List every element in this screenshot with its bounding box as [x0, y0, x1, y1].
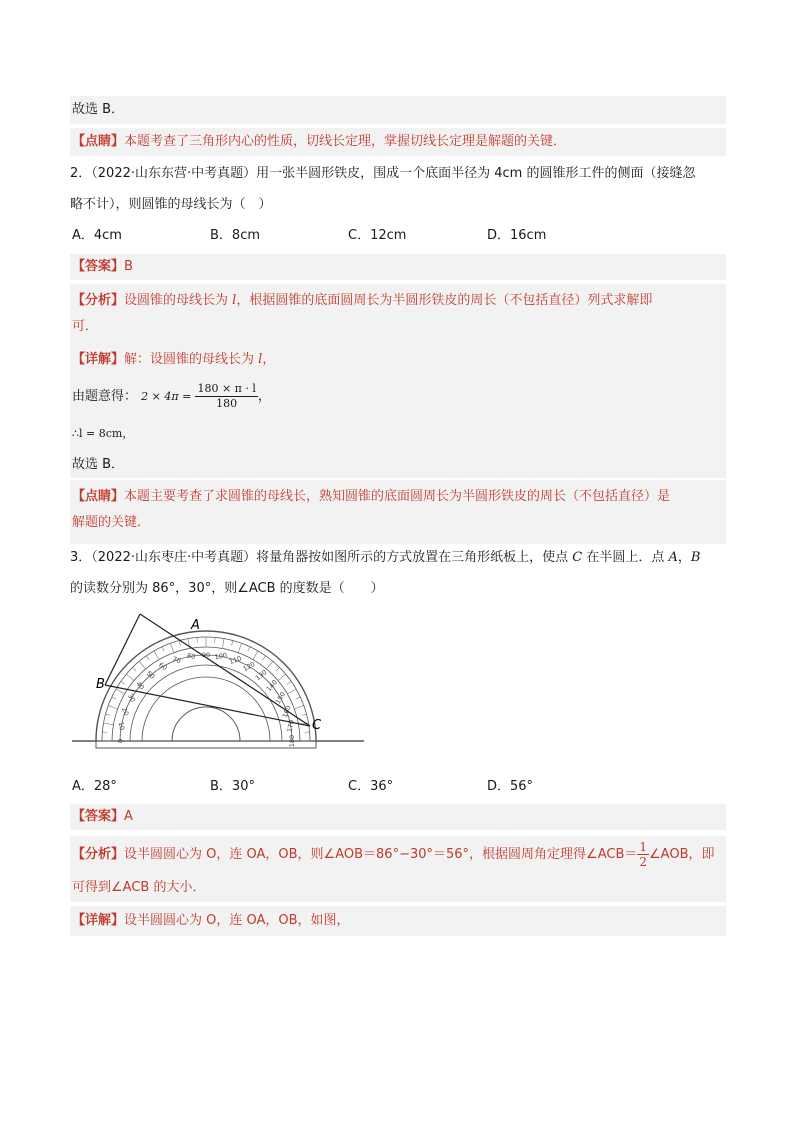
q3-stem-text-b: 在半圆上．点 [582, 550, 669, 565]
protractor-scale-label: 0 [116, 738, 124, 744]
q2-eq-suffix: ， [257, 389, 271, 404]
q2-analysis-var: l [232, 293, 237, 308]
protractor-scale-label: 120 [241, 659, 257, 674]
q2-analysis-tag: 【分析】 [72, 293, 125, 308]
protractor-scale-label: 70 [171, 655, 182, 666]
q3-stem-line1 [70, 548, 724, 568]
protractor-scale-label: 130 [253, 668, 269, 683]
q2-detail-text-b: ， [262, 352, 276, 367]
protractor-tick [302, 714, 307, 715]
q3-answer-tag: 【答案】 [72, 809, 125, 824]
q3-analysis-tag: 【分析】 [72, 847, 125, 862]
protractor-tick [278, 674, 286, 680]
protractor-tick [139, 661, 145, 669]
q3-option-c: C．36° [348, 779, 394, 794]
protractor-tick [126, 674, 134, 680]
q2-stem-line2 [70, 195, 724, 215]
q2-equation-line [72, 380, 271, 414]
protractor-tick [132, 667, 136, 671]
q3-analysis-block [70, 836, 726, 902]
q3-analysis-line2: 可得到∠ACB 的大小． [72, 880, 206, 895]
label-c: C [312, 718, 322, 733]
protractor-scale-label: 80 [186, 651, 196, 661]
q2-option-a: A．4cm [72, 228, 122, 243]
q2-option-c: C．12cm [348, 228, 407, 243]
review-line [70, 128, 726, 156]
protractor-tick [121, 681, 125, 684]
protractor-scale-label: 40 [134, 679, 146, 692]
q3-answer-value: A [124, 809, 133, 824]
label-a: A [191, 618, 200, 633]
protractor-figure [68, 602, 368, 752]
choice-text: 故选 B． [72, 102, 125, 117]
q3-stem-text2: 的读数分别为 86°，30°，则∠ACB 的度数是（ ） [70, 581, 384, 596]
protractor-tick [179, 641, 180, 646]
protractor-tick [294, 705, 303, 708]
protractor-scale-label: 90 [201, 651, 211, 659]
q3-analysis-text1a: 设半圆圆心为 O，连 OA，OB，则∠AOB＝86°−30°＝56°，根据圆周角定理得∠ACB＝ [124, 847, 638, 862]
protractor-tick [266, 661, 272, 669]
q2-eq-fraction [195, 382, 257, 411]
protractor-tick [253, 651, 258, 660]
q2-analysis-block [70, 284, 726, 348]
q3-detail-text: 设半圆圆心为 O，连 OA，OB，如图， [124, 913, 350, 928]
q2-analysis-line2: 可． [72, 319, 99, 334]
protractor-tick [287, 681, 291, 684]
q3-analysis-fraction [637, 840, 649, 869]
q3-analysis-line1 [72, 840, 715, 870]
protractor-tick [104, 723, 114, 725]
q3-stem-comma: ， [677, 550, 691, 565]
q2-review-block [70, 480, 726, 544]
q2-answer-tag: 【答案】 [72, 259, 125, 274]
q3-stem-point-b: B [690, 550, 701, 565]
protractor-tick [222, 639, 224, 649]
q2-detail-var: l [258, 352, 263, 367]
q3-option-d: D．56° [487, 779, 534, 794]
q2-review-line2: 解题的关键． [72, 515, 151, 530]
q2-stem-line1 [70, 164, 724, 184]
q3-detail-line [70, 906, 726, 936]
protractor-tick [170, 643, 173, 652]
q2-answer-line [70, 254, 726, 280]
q3-option-a: A．28° [72, 779, 117, 794]
protractor-scale-label: 20 [120, 706, 131, 717]
protractor-tick [276, 667, 280, 671]
q3-option-b: B．30° [210, 779, 255, 794]
protractor-tick [232, 641, 233, 646]
q2-eq-denominator: 180 [216, 397, 238, 410]
protractor-scale-label: 150 [273, 690, 288, 706]
protractor-scale-label: 50 [144, 669, 157, 681]
q2-eq-numerator: 180 × π · l [197, 382, 256, 395]
protractor-scale-label: 110 [228, 654, 243, 667]
q2-review-line1 [72, 484, 726, 510]
q2-eq-lhs: 2 × 4π = [141, 390, 192, 403]
q2-analysis-text-a: 设圆锥的母线长为 [124, 293, 233, 308]
q3-stem-point-c: C [572, 550, 583, 565]
q2-eq-prefix: 由题意得： [72, 389, 138, 404]
q3-stem-point-a: A [668, 550, 678, 565]
protractor-tick [154, 651, 159, 660]
q3-stem-text-a: 3．（2022·山东枣庄·中考真题）将量角器按如图所示的方式放置在三角形纸板上，使点 [70, 550, 573, 565]
protractor-scale-label: 170 [285, 719, 296, 733]
q2-option-b: B．8cm [210, 228, 261, 243]
q3-analysis-text1b: ∠AOB，即 [649, 847, 715, 862]
q3-detail-tag: 【详解】 [72, 913, 125, 928]
protractor-tick [116, 689, 125, 694]
q3-analysis-frac-num: 1 [639, 840, 648, 854]
protractor-tick [287, 689, 296, 694]
q2-stem-text2: 略不计），则圆锥的母线长为（ ） [70, 197, 272, 212]
q3-stem-line2 [70, 579, 724, 599]
q2-choice-text: 故选 B． [72, 457, 125, 472]
q2-detail-line1 [72, 348, 275, 372]
protractor-tick [263, 656, 266, 660]
q2-analysis-line1 [72, 288, 726, 314]
q3-answer-line [70, 804, 726, 830]
review-tag: 【点睛】 [72, 134, 125, 149]
q2-review-text1: 本题主要考查了求圆锥的母线长，熟知圆锥的底面圆周长为半圆形铁皮的周长（不包括直径）是 [124, 489, 671, 504]
protractor-scale-label: 100 [214, 651, 228, 662]
q2-choice-line [70, 452, 726, 478]
review-text: 本题考查了三角形内心的性质，切线长定理，掌握切线长定理是解题的关键． [124, 134, 567, 149]
protractor-scale-label: 160 [280, 704, 293, 719]
protractor-scale-label: 180 [288, 734, 296, 748]
q2-detail-text-a: 解：设圆锥的母线长为 [124, 352, 259, 367]
q2-review-tag: 【点睛】 [72, 489, 125, 504]
protractor-tick [108, 705, 117, 708]
q2-result-line: ∴l = 8cm， [72, 427, 134, 440]
protractor-tick [162, 647, 164, 652]
label-b: B [96, 677, 105, 692]
protractor-tick [296, 697, 301, 699]
protractor-tick [238, 643, 241, 652]
protractor-tick [248, 647, 250, 652]
protractor-tick [146, 656, 149, 660]
q2-option-d: D．16cm [487, 228, 547, 243]
protractor-tick [106, 714, 111, 715]
q2-analysis-text-b: ，根据圆锥的底面圆周长为半圆形铁皮的周长（不包括直径）列式求解即 [236, 293, 653, 308]
choice-line [70, 96, 726, 124]
q2-detail-tag: 【详解】 [72, 352, 125, 367]
protractor-scale-label: 140 [264, 678, 279, 694]
protractor-scale-label: 10 [116, 721, 126, 731]
protractor-tick [112, 697, 117, 699]
protractor-scale-label: 60 [157, 660, 169, 673]
q2-answer-value: B [124, 259, 133, 274]
protractor-scale-label: 30 [125, 692, 138, 704]
q2-stem-text1: 2．（2022·山东东营·中考真题）用一张半圆形铁皮，围成一个底面半径为 4cm 的圆锥形工件的侧面（接缝忽 [70, 166, 696, 181]
q3-analysis-frac-den: 2 [639, 855, 648, 869]
